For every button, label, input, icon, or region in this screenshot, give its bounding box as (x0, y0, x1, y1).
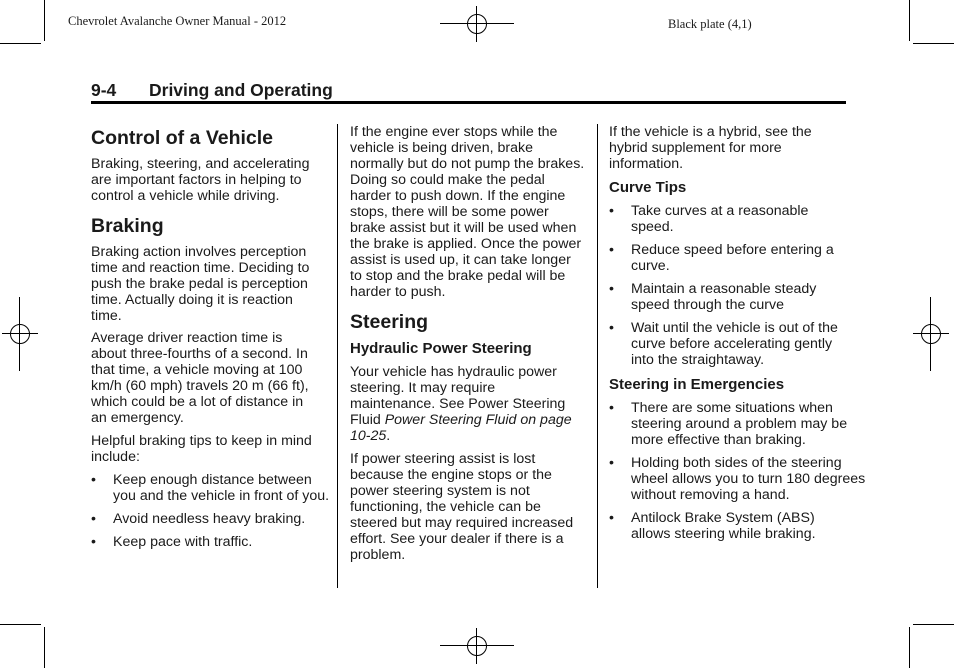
column-3 (609, 124, 866, 542)
paragraph: If power steering assist is lost because the engine stops or the power steering system is not functioning, the vehicle can be steered but may required increased effort. See your dealer if there is a problem. (350, 451, 574, 563)
bullet: • (609, 400, 614, 416)
crop-mark (44, 0, 45, 41)
crop-mark (913, 43, 954, 44)
bullet: • (609, 510, 614, 526)
list-item-text: Keep pace with traffic. (113, 534, 253, 550)
heading-curve-tips: Curve Tips (609, 179, 687, 196)
crop-mark (44, 627, 45, 668)
bullet: • (91, 472, 96, 488)
registration-line (440, 645, 514, 646)
registration-mark-left (2, 316, 38, 352)
heading-control-of-vehicle: Control of a Vehicle (91, 127, 274, 149)
paragraph (350, 364, 582, 444)
list-item-text: Antilock Brake System (ABS) allows steering while braking. (631, 510, 816, 542)
bullet: • (609, 203, 614, 219)
section-title: Driving and Operating (149, 80, 333, 100)
list-item-text: Keep enough distance between you and the vehicle in front of you. (113, 472, 330, 504)
section-header (91, 80, 333, 101)
plate-label: Black plate (4,1) (668, 17, 752, 31)
list-item-text: Avoid needless heavy braking. (113, 511, 306, 527)
page-number: 9-4 (91, 80, 117, 100)
paragraph: If the engine ever stops while the vehicle is being driven, brake normally but do not pump the brakes. Doing so could make the pedal harder to push down. If the engine stops, there will be some power brake assist but it will be used when the brake is applied. Once the power assist is used up, it can take longer to stop and the brake pedal will be harder to push. (350, 124, 585, 300)
crop-mark (909, 627, 910, 668)
list-item-text: Wait until the vehicle is out of the curve before accelerating gently into the straightaway. (631, 320, 838, 368)
column-divider (597, 124, 598, 588)
bullet: • (609, 242, 614, 258)
registration-mark-right (913, 316, 949, 352)
list-item (609, 203, 843, 235)
list-item (609, 320, 851, 368)
bullet: • (609, 455, 614, 471)
braking-tips-list (91, 472, 331, 550)
paragraph-text: Your vehicle has hydraulic power steering. It may require maintenance. See Power Steering Fluid (350, 364, 566, 428)
list-item (609, 281, 856, 313)
page-reference: Power Steering Fluid on page 10-25 (350, 412, 572, 444)
crop-mark (0, 624, 41, 625)
crop-mark (909, 0, 910, 41)
column-divider (337, 124, 338, 588)
list-item (609, 242, 871, 274)
column-2 (350, 124, 590, 563)
list-item (91, 534, 331, 550)
list-item (609, 400, 867, 448)
heading-steering: Steering (350, 311, 429, 333)
bullet: • (609, 320, 614, 336)
curve-tips-list (609, 203, 849, 368)
column-1 (91, 124, 331, 550)
heading-steering-in-emergencies: Steering in Emergencies (609, 376, 785, 393)
paragraph-text: . (386, 428, 391, 444)
bullet: • (91, 534, 96, 550)
list-item-text: Take curves at a reasonable speed. (631, 203, 809, 235)
bullet: • (91, 511, 96, 527)
registration-mark-bottom (459, 628, 495, 664)
registration-line (19, 297, 20, 371)
manual-title: Chevrolet Avalanche Owner Manual - 2012 (68, 14, 287, 28)
paragraph: If the vehicle is a hybrid, see the hybrid supplement for more information. (609, 124, 812, 172)
list-item (609, 455, 871, 503)
list-item (91, 511, 331, 527)
paragraph: Braking, steering, and accelerating are important factors in helping to control a vehicle while driving. (91, 156, 310, 204)
paragraph: Braking action involves perception time and reaction time. Deciding to push the brake pedal is perception time. Actually doing it is reaction time. (91, 244, 310, 324)
header-rule (91, 101, 846, 104)
list-item-text: Reduce speed before entering a curve. (631, 242, 834, 274)
list-item (91, 472, 331, 504)
list-item-text: Maintain a reasonable steady speed through the curve (631, 281, 817, 313)
registration-mark-top (459, 6, 495, 42)
heading-braking: Braking (91, 215, 164, 237)
bullet: • (609, 281, 614, 297)
list-item-text: There are some situations when steering around a problem may be more effective than braking. (631, 400, 848, 448)
registration-line (440, 23, 514, 24)
list-item-text: Holding both sides of the steering wheel allows you to turn 180 degrees without removing a hand. (631, 455, 866, 503)
registration-line (930, 297, 931, 371)
crop-mark (0, 43, 41, 44)
crop-mark (913, 624, 954, 625)
paragraph: Helpful braking tips to keep in mind include: (91, 433, 312, 465)
paragraph: Average driver reaction time is about three-fourths of a second. In that time, a vehicle moving at 100 km/h (60 mph) travels 20 m (66 ft), which could be a lot of distance in an emergency. (91, 330, 309, 426)
list-item (609, 510, 855, 542)
heading-hydraulic-power-steering: Hydraulic Power Steering (350, 340, 532, 357)
emergency-list (609, 400, 866, 542)
